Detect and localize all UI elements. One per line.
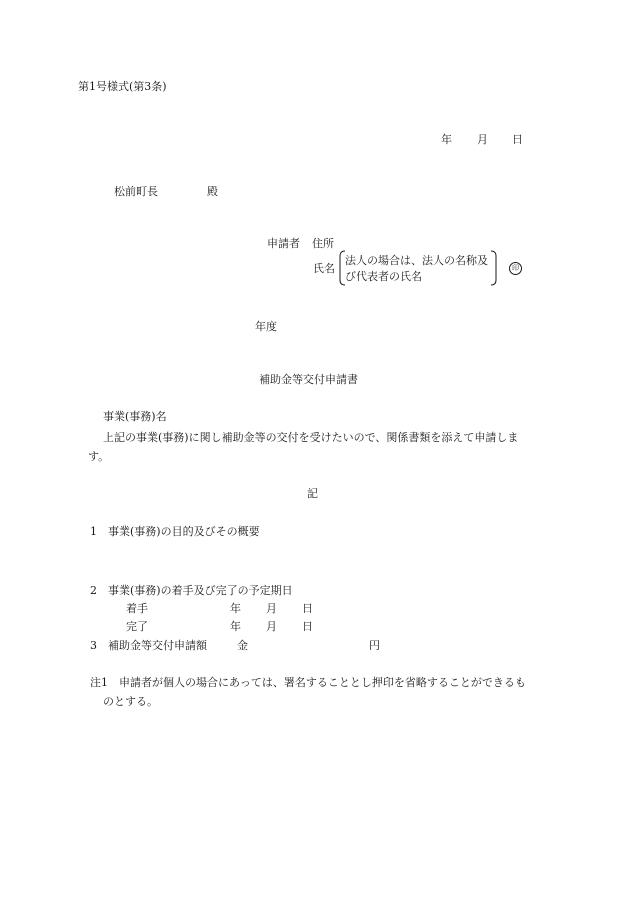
item3-text: 補助金等交付申請額 bbox=[108, 639, 207, 652]
amount-yen: 円 bbox=[369, 639, 380, 652]
note-label: 注1 bbox=[90, 676, 108, 689]
note-line-2: のとする。 bbox=[103, 695, 158, 708]
addressee-honorific: 殿 bbox=[207, 185, 218, 198]
addressee-name: 松前町長 bbox=[114, 185, 158, 198]
item2-text: 事業(事務)の着手及び完了の予定期日 bbox=[108, 584, 293, 597]
corporate-note-line2: び代表者の氏名 bbox=[345, 270, 422, 283]
form-number: 第1号様式(第3条) bbox=[78, 80, 167, 93]
name-label: 氏名 bbox=[313, 262, 335, 275]
corporate-note-line1: 法人の場合は、法人の名称及 bbox=[345, 254, 488, 267]
item1-text: 事業(事務)の目的及びその概要 bbox=[108, 525, 260, 538]
applicant-label: 申請者 bbox=[267, 237, 300, 250]
end-day: 日 bbox=[302, 620, 313, 633]
item3-number: 3 bbox=[90, 639, 97, 652]
date-month: 月 bbox=[477, 133, 488, 146]
body-line-2: す。 bbox=[88, 450, 110, 463]
end-month: 月 bbox=[266, 620, 277, 633]
item1-number: 1 bbox=[90, 525, 97, 538]
project-name-label: 事業(事務)名 bbox=[103, 410, 167, 423]
start-month: 月 bbox=[266, 602, 277, 615]
note-line-1: 申請者が個人の場合にあっては、署名することとし押印を省略することができるも bbox=[119, 676, 526, 689]
seal-mark: 印 bbox=[509, 262, 522, 275]
address-label: 住所 bbox=[312, 237, 334, 250]
fiscal-year: 年度 bbox=[255, 320, 277, 333]
item2-number: 2 bbox=[90, 584, 97, 597]
start-label: 着手 bbox=[126, 602, 148, 615]
start-year: 年 bbox=[230, 602, 241, 615]
amount-kin: 金 bbox=[237, 639, 248, 652]
start-day: 日 bbox=[302, 602, 313, 615]
end-label: 完了 bbox=[126, 620, 148, 633]
date-year: 年 bbox=[441, 133, 452, 146]
end-year: 年 bbox=[230, 620, 241, 633]
body-line-1: 上記の事業(事務)に関し補助金等の交付を受けたいので、関係書類を添えて申請しま bbox=[103, 431, 519, 444]
date-day: 日 bbox=[512, 133, 523, 146]
document-title: 補助金等交付申請書 bbox=[259, 373, 358, 386]
ki-mark: 記 bbox=[307, 487, 318, 500]
